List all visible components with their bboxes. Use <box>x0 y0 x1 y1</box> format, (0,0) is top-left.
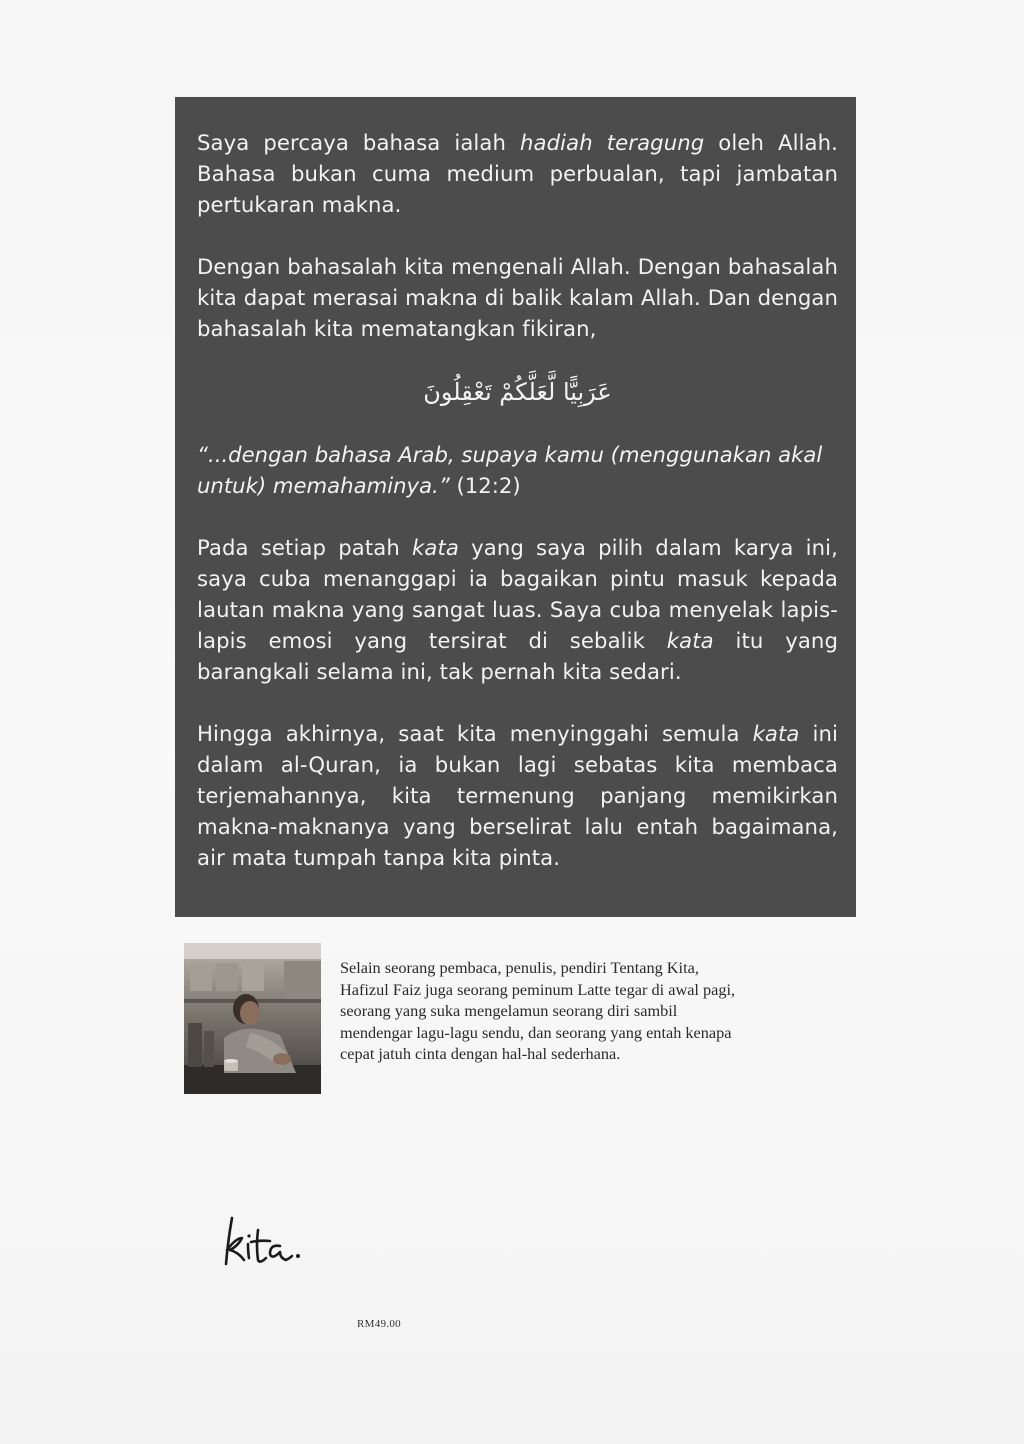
blurb-paragraph-4: Pada setiap patah kata yang saya pilih dalam karya ini, saya cuba menanggapi ia bagaikan pintu masuk kepada lautan makna yang sangat luas. Saya cuba menyelak lapis-lapis emosi yang tersirat di sebalik kata itu yang barangkali selama ini, tak pernah kita sedari. <box>197 535 838 684</box>
arabic-verse: عَرَبِيًّا لَّعَلَّكُمْ تَعْقِلُونَ <box>423 378 612 406</box>
blurb-panel <box>175 97 856 917</box>
blurb-paragraph-1: Saya percaya bahasa ialah hadiah teragung oleh Allah. Bahasa bukan cuma medium perbualan, tapi jambatan pertukaran makna. <box>197 130 838 217</box>
author-bio-line: Selain seorang pembaca, penulis, pendiri Tentang Kita, <box>340 958 699 977</box>
price-label: RM49.00 <box>357 1318 401 1330</box>
author-bio-line: cepat jatuh cinta dengan hal-hal sederhana. <box>340 1044 621 1064</box>
blurb-paragraph-2: Dengan bahasalah kita mengenali Allah. Dengan bahasalah kita dapat merasai makna di balik kalam Allah. Dan dengan bahasalah kita mematangkan fikiran, <box>197 254 838 341</box>
kita-logo-script <box>218 1212 308 1274</box>
author-bio-line: Hafizul Faiz juga seorang peminum Latte tegar di awal pagi, <box>340 979 736 999</box>
author-bio <box>340 957 860 1065</box>
blurb-paragraph-5: Hingga akhirnya, saat kita menyinggahi semula kata ini dalam al-Quran, ia bukan lagi sebatas kita membaca terjemahannya, kita termenung panjang memikirkan makna-maknanya yang berselirat lalu entah bagaimana, air mata tumpah tanpa kita pinta. <box>197 721 839 870</box>
author-bio-line: mendengar lagu-lagu sendu, dan seorang yang entah kenapa <box>340 1022 732 1042</box>
verse-translation: “...dengan bahasa Arab, supaya kamu (menggunakan akal untuk) memahaminya.” (12:2) <box>197 442 823 498</box>
author-photo-image <box>184 943 321 1094</box>
author-photo <box>184 943 321 1094</box>
author-bio-line: seorang yang suka mengelamun seorang diri sambil <box>340 1001 678 1021</box>
kita-logo <box>218 1212 308 1274</box>
